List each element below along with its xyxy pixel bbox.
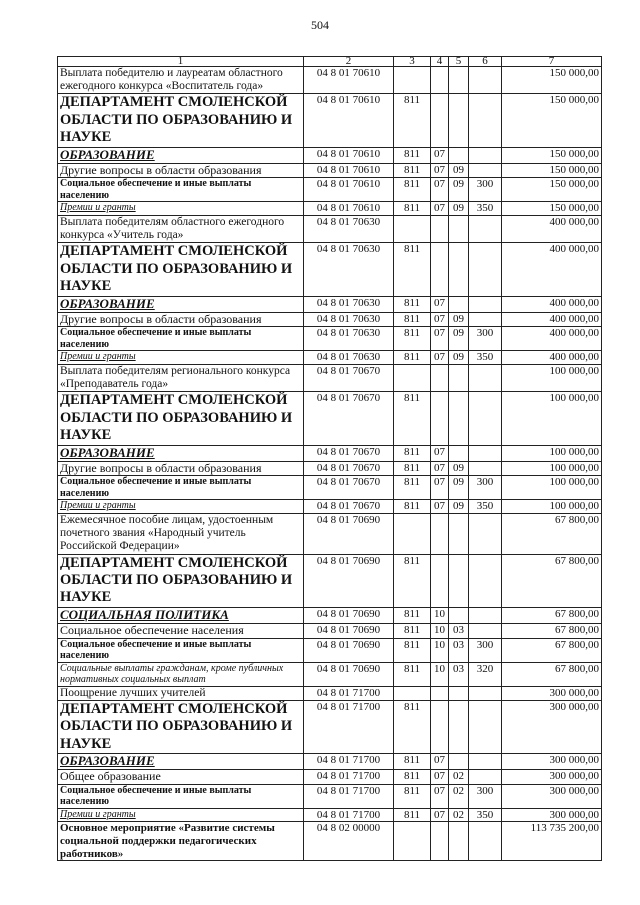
row-subsection: 03 — [449, 623, 469, 638]
row-expense-type — [469, 243, 502, 296]
row-amount: 300 000,00 — [502, 700, 602, 753]
row-admin-code: 811 — [394, 623, 431, 638]
row-target-code: 04 8 01 70610 — [304, 94, 394, 147]
row-subsection — [449, 67, 469, 94]
row-expense-type — [469, 607, 502, 623]
row-name: Социальное обеспечение и иные выплаты населению — [58, 638, 304, 662]
row-subsection — [449, 686, 469, 700]
row-target-code: 04 8 01 71700 — [304, 686, 394, 700]
row-admin-code: 811 — [394, 500, 431, 514]
row-expense-type — [469, 623, 502, 638]
row-expense-type: 300 — [469, 638, 502, 662]
table-row — [58, 513, 602, 554]
table-row — [58, 808, 602, 822]
row-admin-code: 811 — [394, 784, 431, 808]
row-subsection: 03 — [449, 662, 469, 686]
row-name: Социальное обеспечение и иные выплаты населению — [58, 476, 304, 500]
row-expense-type — [469, 445, 502, 461]
row-expense-type: 300 — [469, 784, 502, 808]
row-section — [431, 215, 449, 242]
header-col-6: 6 — [469, 57, 502, 67]
row-name: Социальное обеспечение населения — [58, 623, 304, 638]
row-admin-code: 811 — [394, 296, 431, 312]
row-name: Другие вопросы в области образования — [58, 461, 304, 476]
row-admin-code: 811 — [394, 178, 431, 202]
row-target-code: 04 8 01 71700 — [304, 784, 394, 808]
row-section — [431, 513, 449, 554]
row-expense-type — [469, 312, 502, 327]
row-section: 07 — [431, 461, 449, 476]
header-col-4: 4 — [431, 57, 449, 67]
row-name: Социальные выплаты гражданам, кроме публичных нормативных социальных выплат — [58, 662, 304, 686]
row-subsection — [449, 700, 469, 753]
row-subsection — [449, 554, 469, 607]
row-admin-code: 811 — [394, 327, 431, 351]
header-col-7: 7 — [502, 57, 602, 67]
table-row — [58, 686, 602, 700]
table-row — [58, 94, 602, 147]
budget-table — [57, 56, 602, 861]
row-subsection — [449, 822, 469, 861]
row-expense-type: 320 — [469, 662, 502, 686]
row-target-code: 04 8 01 70630 — [304, 215, 394, 242]
row-amount: 67 800,00 — [502, 662, 602, 686]
row-amount: 100 000,00 — [502, 392, 602, 445]
row-subsection — [449, 243, 469, 296]
row-section: 10 — [431, 623, 449, 638]
row-subsection: 09 — [449, 163, 469, 178]
row-name: Общее образование — [58, 769, 304, 784]
row-amount: 150 000,00 — [502, 163, 602, 178]
table-row — [58, 623, 602, 638]
header-col-2: 2 — [304, 57, 394, 67]
row-admin-code — [394, 67, 431, 94]
row-section: 07 — [431, 327, 449, 351]
row-section: 07 — [431, 296, 449, 312]
row-name: Социальное обеспечение и иные выплаты населению — [58, 178, 304, 202]
row-target-code: 04 8 01 70630 — [304, 312, 394, 327]
row-target-code: 04 8 01 70630 — [304, 327, 394, 351]
row-section: 10 — [431, 662, 449, 686]
row-name: ДЕПАРТАМЕНТ СМОЛЕНСКОЙ ОБЛАСТИ ПО ОБРАЗОВАНИЮ И НАУКЕ — [58, 700, 304, 753]
table-row — [58, 638, 602, 662]
row-amount: 400 000,00 — [502, 243, 602, 296]
row-target-code: 04 8 01 70630 — [304, 351, 394, 365]
row-target-code: 04 8 01 70610 — [304, 163, 394, 178]
row-subsection: 02 — [449, 769, 469, 784]
row-amount: 150 000,00 — [502, 147, 602, 163]
table-row — [58, 769, 602, 784]
row-amount: 300 000,00 — [502, 769, 602, 784]
row-target-code: 04 8 01 71700 — [304, 753, 394, 769]
row-section: 07 — [431, 476, 449, 500]
row-section — [431, 94, 449, 147]
table-row — [58, 461, 602, 476]
row-expense-type: 300 — [469, 327, 502, 351]
row-amount: 100 000,00 — [502, 445, 602, 461]
row-name: ОБРАЗОВАНИЕ — [58, 147, 304, 163]
row-expense-type — [469, 513, 502, 554]
row-expense-type — [469, 392, 502, 445]
row-name: Выплата победителям регионального конкурса «Преподаватель года» — [58, 364, 304, 391]
table-row — [58, 364, 602, 391]
row-subsection: 09 — [449, 312, 469, 327]
row-expense-type — [469, 686, 502, 700]
row-subsection — [449, 513, 469, 554]
row-amount: 400 000,00 — [502, 351, 602, 365]
row-subsection: 09 — [449, 461, 469, 476]
row-admin-code: 811 — [394, 753, 431, 769]
row-subsection — [449, 445, 469, 461]
row-target-code: 04 8 01 70670 — [304, 392, 394, 445]
header-col-3: 3 — [394, 57, 431, 67]
row-expense-type — [469, 163, 502, 178]
row-amount: 67 800,00 — [502, 623, 602, 638]
row-expense-type — [469, 822, 502, 861]
row-amount: 400 000,00 — [502, 312, 602, 327]
row-amount: 150 000,00 — [502, 202, 602, 216]
table-row — [58, 312, 602, 327]
table-row — [58, 147, 602, 163]
row-subsection — [449, 392, 469, 445]
table-row — [58, 822, 602, 861]
row-target-code: 04 8 01 70610 — [304, 67, 394, 94]
table-row — [58, 202, 602, 216]
row-admin-code: 811 — [394, 769, 431, 784]
row-section: 07 — [431, 753, 449, 769]
row-subsection: 09 — [449, 351, 469, 365]
row-amount: 100 000,00 — [502, 364, 602, 391]
row-amount: 100 000,00 — [502, 476, 602, 500]
row-amount: 113 735 200,00 — [502, 822, 602, 861]
row-expense-type — [469, 296, 502, 312]
row-admin-code: 811 — [394, 554, 431, 607]
row-section: 07 — [431, 784, 449, 808]
row-target-code: 04 8 01 70630 — [304, 243, 394, 296]
row-subsection — [449, 753, 469, 769]
row-subsection: 03 — [449, 638, 469, 662]
table-row — [58, 476, 602, 500]
row-name: ОБРАЗОВАНИЕ — [58, 753, 304, 769]
header-col-5: 5 — [449, 57, 469, 67]
row-amount: 100 000,00 — [502, 461, 602, 476]
row-section — [431, 243, 449, 296]
row-admin-code: 811 — [394, 638, 431, 662]
table-row — [58, 215, 602, 242]
row-subsection — [449, 215, 469, 242]
row-name: СОЦИАЛЬНАЯ ПОЛИТИКА — [58, 607, 304, 623]
table-row — [58, 163, 602, 178]
row-section: 07 — [431, 351, 449, 365]
row-section — [431, 700, 449, 753]
row-target-code: 04 8 01 70690 — [304, 607, 394, 623]
row-section: 07 — [431, 178, 449, 202]
row-admin-code: 811 — [394, 351, 431, 365]
row-expense-type: 300 — [469, 178, 502, 202]
row-expense-type: 350 — [469, 808, 502, 822]
page-number: 504 — [311, 18, 329, 32]
row-section: 07 — [431, 445, 449, 461]
row-subsection: 09 — [449, 476, 469, 500]
row-section — [431, 67, 449, 94]
row-admin-code: 811 — [394, 163, 431, 178]
row-amount: 300 000,00 — [502, 784, 602, 808]
row-expense-type — [469, 67, 502, 94]
row-subsection: 09 — [449, 500, 469, 514]
row-admin-code: 811 — [394, 662, 431, 686]
table-row — [58, 243, 602, 296]
row-admin-code — [394, 513, 431, 554]
table-row — [58, 554, 602, 607]
row-section: 07 — [431, 147, 449, 163]
row-section — [431, 822, 449, 861]
row-section: 10 — [431, 638, 449, 662]
row-admin-code — [394, 364, 431, 391]
row-subsection — [449, 94, 469, 147]
row-subsection: 09 — [449, 202, 469, 216]
table-row — [58, 178, 602, 202]
row-name: Выплата победителю и лауреатам областного ежегодного конкурса «Воспитатель года» — [58, 67, 304, 94]
row-expense-type — [469, 753, 502, 769]
row-target-code: 04 8 01 70630 — [304, 296, 394, 312]
row-subsection: 02 — [449, 808, 469, 822]
row-amount: 150 000,00 — [502, 178, 602, 202]
table-row — [58, 327, 602, 351]
row-subsection: 02 — [449, 784, 469, 808]
row-admin-code: 811 — [394, 243, 431, 296]
row-section — [431, 554, 449, 607]
table-row — [58, 296, 602, 312]
row-name: Премии и гранты — [58, 202, 304, 216]
row-name: Премии и гранты — [58, 500, 304, 514]
row-name: Другие вопросы в области образования — [58, 163, 304, 178]
row-amount: 150 000,00 — [502, 67, 602, 94]
row-subsection — [449, 147, 469, 163]
row-section: 07 — [431, 202, 449, 216]
row-amount: 300 000,00 — [502, 686, 602, 700]
row-expense-type — [469, 554, 502, 607]
row-target-code: 04 8 01 70610 — [304, 202, 394, 216]
row-section — [431, 392, 449, 445]
row-subsection: 09 — [449, 327, 469, 351]
table-row — [58, 351, 602, 365]
row-name: Выплата победителям областного ежегодного конкурса «Учитель года» — [58, 215, 304, 242]
row-section: 10 — [431, 607, 449, 623]
row-target-code: 04 8 01 71700 — [304, 700, 394, 753]
row-subsection — [449, 607, 469, 623]
row-admin-code — [394, 215, 431, 242]
row-target-code: 04 8 01 71700 — [304, 769, 394, 784]
row-name: ДЕПАРТАМЕНТ СМОЛЕНСКОЙ ОБЛАСТИ ПО ОБРАЗОВАНИЮ И НАУКЕ — [58, 392, 304, 445]
row-admin-code: 811 — [394, 147, 431, 163]
row-name: ДЕПАРТАМЕНТ СМОЛЕНСКОЙ ОБЛАСТИ ПО ОБРАЗОВАНИЮ И НАУКЕ — [58, 243, 304, 296]
row-target-code: 04 8 01 70670 — [304, 476, 394, 500]
row-name: Премии и гранты — [58, 351, 304, 365]
table-row — [58, 753, 602, 769]
row-amount: 100 000,00 — [502, 500, 602, 514]
table-row — [58, 392, 602, 445]
row-target-code: 04 8 02 00000 — [304, 822, 394, 861]
table-row — [58, 784, 602, 808]
row-target-code: 04 8 01 70690 — [304, 662, 394, 686]
row-target-code: 04 8 01 70690 — [304, 623, 394, 638]
row-expense-type: 300 — [469, 476, 502, 500]
table-row — [58, 607, 602, 623]
row-admin-code: 811 — [394, 312, 431, 327]
row-amount: 400 000,00 — [502, 327, 602, 351]
row-section: 07 — [431, 769, 449, 784]
row-section: 07 — [431, 808, 449, 822]
row-admin-code: 811 — [394, 202, 431, 216]
row-admin-code: 811 — [394, 607, 431, 623]
row-amount: 67 800,00 — [502, 513, 602, 554]
row-name: ОБРАЗОВАНИЕ — [58, 445, 304, 461]
row-expense-type — [469, 461, 502, 476]
row-target-code: 04 8 01 70670 — [304, 461, 394, 476]
row-section: 07 — [431, 312, 449, 327]
table-row — [58, 445, 602, 461]
table-row — [58, 500, 602, 514]
row-amount: 150 000,00 — [502, 94, 602, 147]
table-row — [58, 67, 602, 94]
row-admin-code — [394, 822, 431, 861]
row-admin-code: 811 — [394, 700, 431, 753]
row-name: Премии и гранты — [58, 808, 304, 822]
row-amount: 67 800,00 — [502, 638, 602, 662]
row-section — [431, 686, 449, 700]
row-amount: 67 800,00 — [502, 607, 602, 623]
row-expense-type — [469, 769, 502, 784]
row-target-code: 04 8 01 71700 — [304, 808, 394, 822]
row-target-code: 04 8 01 70690 — [304, 638, 394, 662]
row-admin-code: 811 — [394, 476, 431, 500]
row-name: Основное мероприятие «Развитие системы социальной поддержки педагогических работников» — [58, 822, 304, 861]
row-target-code: 04 8 01 70670 — [304, 500, 394, 514]
row-expense-type — [469, 364, 502, 391]
row-amount: 300 000,00 — [502, 753, 602, 769]
row-section: 07 — [431, 163, 449, 178]
row-name: ДЕПАРТАМЕНТ СМОЛЕНСКОЙ ОБЛАСТИ ПО ОБРАЗОВАНИЮ И НАУКЕ — [58, 94, 304, 147]
row-name: Социальное обеспечение и иные выплаты населению — [58, 327, 304, 351]
row-admin-code: 811 — [394, 94, 431, 147]
row-name: Ежемесячное пособие лицам, удостоенным почетного звания «Народный учитель Российской Федерации» — [58, 513, 304, 554]
row-name: Социальное обеспечение и иные выплаты населению — [58, 784, 304, 808]
row-subsection: 09 — [449, 178, 469, 202]
row-amount: 400 000,00 — [502, 215, 602, 242]
row-expense-type: 350 — [469, 351, 502, 365]
row-target-code: 04 8 01 70670 — [304, 364, 394, 391]
row-target-code: 04 8 01 70610 — [304, 178, 394, 202]
row-amount: 300 000,00 — [502, 808, 602, 822]
table-row — [58, 662, 602, 686]
row-amount: 400 000,00 — [502, 296, 602, 312]
row-name: ДЕПАРТАМЕНТ СМОЛЕНСКОЙ ОБЛАСТИ ПО ОБРАЗОВАНИЮ И НАУКЕ — [58, 554, 304, 607]
row-admin-code: 811 — [394, 445, 431, 461]
table-row — [58, 700, 602, 753]
row-admin-code: 811 — [394, 808, 431, 822]
row-subsection — [449, 364, 469, 391]
row-name: Другие вопросы в области образования — [58, 312, 304, 327]
row-admin-code — [394, 686, 431, 700]
row-expense-type — [469, 147, 502, 163]
row-section: 07 — [431, 500, 449, 514]
row-amount: 67 800,00 — [502, 554, 602, 607]
row-expense-type: 350 — [469, 500, 502, 514]
row-target-code: 04 8 01 70670 — [304, 445, 394, 461]
header-row — [58, 57, 602, 67]
header-col-1: 1 — [58, 57, 304, 67]
row-expense-type — [469, 94, 502, 147]
row-expense-type — [469, 215, 502, 242]
row-target-code: 04 8 01 70690 — [304, 513, 394, 554]
row-expense-type — [469, 700, 502, 753]
row-target-code: 04 8 01 70690 — [304, 554, 394, 607]
row-admin-code: 811 — [394, 461, 431, 476]
row-name: ОБРАЗОВАНИЕ — [58, 296, 304, 312]
row-subsection — [449, 296, 469, 312]
row-section — [431, 364, 449, 391]
row-name: Поощрение лучших учителей — [58, 686, 304, 700]
row-admin-code: 811 — [394, 392, 431, 445]
row-expense-type: 350 — [469, 202, 502, 216]
row-target-code: 04 8 01 70610 — [304, 147, 394, 163]
